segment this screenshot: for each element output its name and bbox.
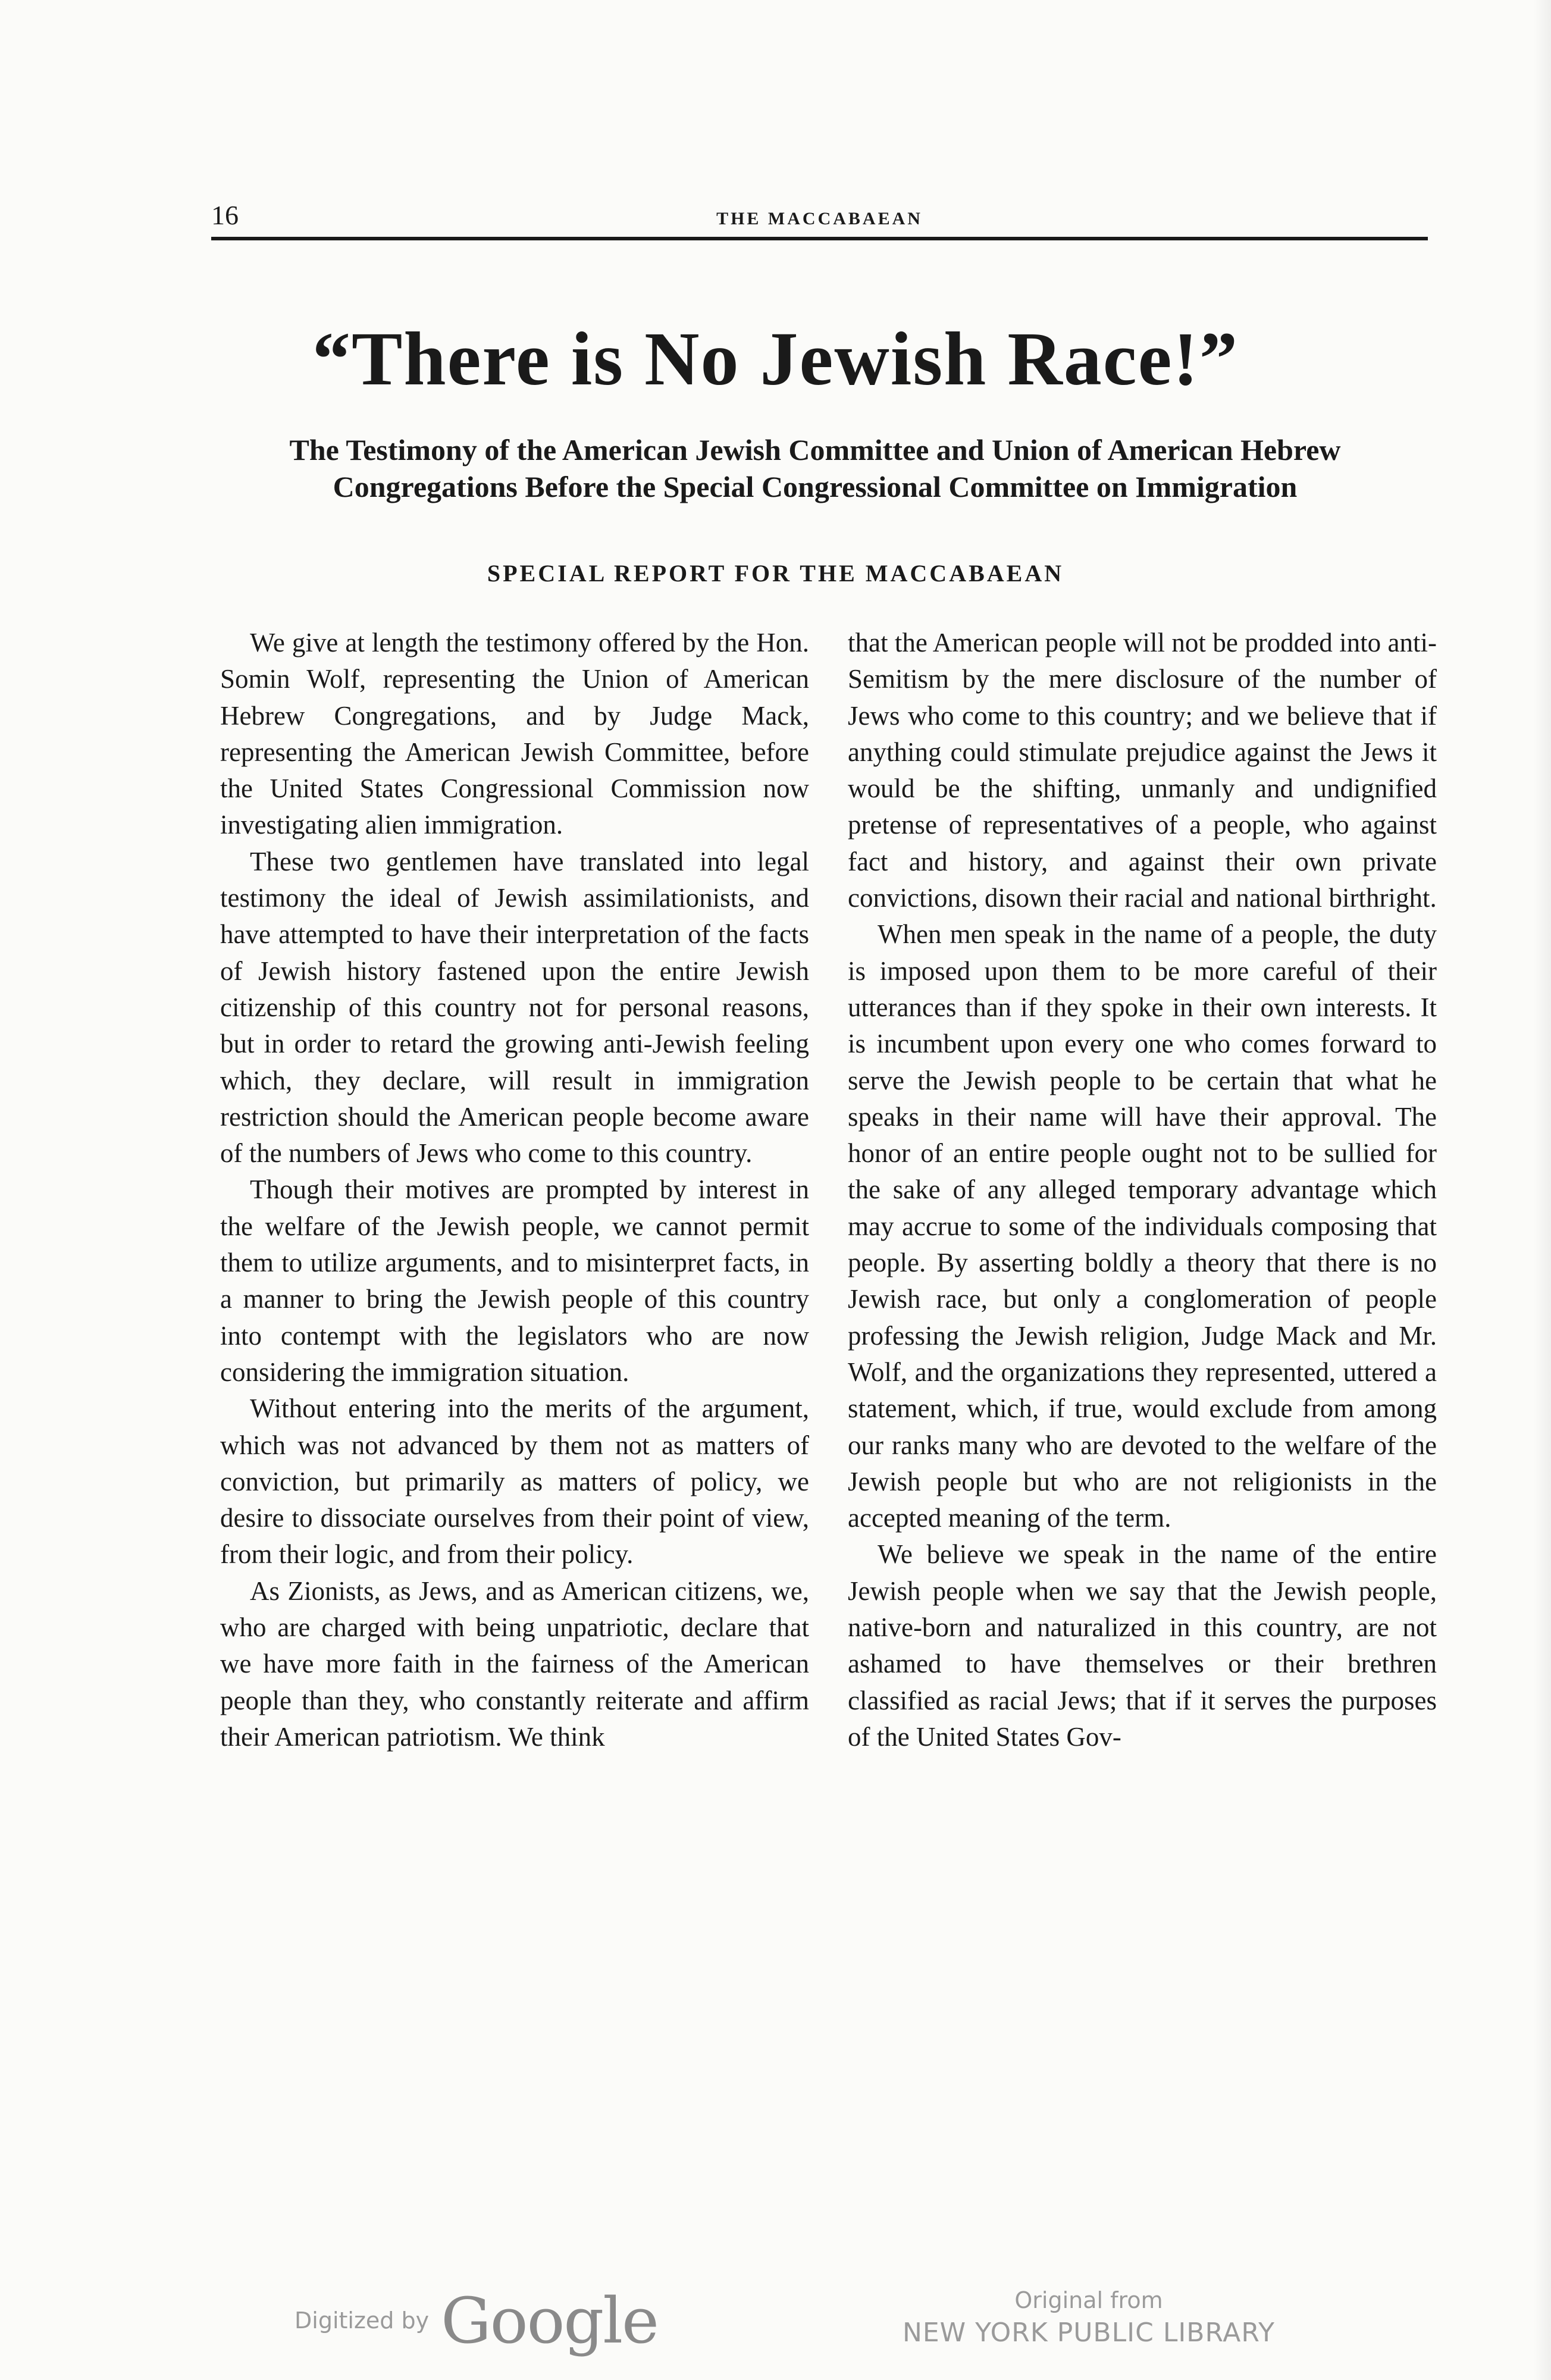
- library-name: NEW YORK PUBLIC LIBRARY: [902, 2318, 1276, 2348]
- report-label: SPECIAL REPORT FOR THE MACCABAEAN: [487, 560, 1064, 587]
- original-from-label: Original from: [1014, 2287, 1163, 2313]
- paragraph: These two gentlemen have translated into legal testimony the ideal of Jewish assimilationists, and have attempted to have their interpretation of the facts of Jewish history fastened upon the entire Jewish citizenship of this country not for personal reasons, but in order to retard the growing anti-Jewish feeling which, they declare, will result in immigration restriction should the American people become aware of the numbers of Jews who come to this country.: [220, 846, 809, 1169]
- page-edge-shadow: [1533, 0, 1551, 2380]
- paragraph: We give at length the testimony offered by the Hon. Somin Wolf, representing the Union of American Hebrew Congregations, and by Judge Mack, representing the American Jewish Committee, before the United States Congressional Commission now investigating alien immigration.: [220, 628, 809, 840]
- page-header: [211, 199, 1428, 241]
- paragraph: Without entering into the merits of the argument, which was not advanced by them not as matters of conviction, but primarily as matters of policy, we desire to dissociate ourselves from their point of view, from their logic, and from their policy.: [220, 1393, 809, 1570]
- google-logo: Google: [441, 2284, 658, 2357]
- running-head: THE MACCABAEAN: [716, 209, 923, 228]
- article-subtitle: The Testimony of the American Jewish Committee and Union of American Hebrew Congregations Before the Special Congressional Committee on Immigration: [289, 433, 1341, 503]
- paragraph: We believe we speak in the name of the entire Jewish people when we say that the Jewish people, native-born and naturalized in this country, are not ashamed to have themselves or their brethren classified as racial Jews; that if it serves the purposes of the United States Gov-: [848, 1539, 1437, 1752]
- page-number: 16: [211, 200, 239, 230]
- digitization-credit: [294, 2284, 658, 2357]
- paragraph: As Zionists, as Jews, and as American citizens, we, who are charged with being unpatriotic, declare that we have more faith in the fairness of the American people than they, who constantly reiterate and affirm their American patriotism. We think: [220, 1576, 809, 1752]
- source-credit: [898, 2285, 1279, 2350]
- article-title: “There is No Jewish Race!”: [312, 317, 1239, 401]
- paragraph: Though their motives are prompted by interest in the welfare of the Jewish people, we cannot permit them to utilize arguments, and to misinterpret facts, in a manner to bring the Jewish people of this country into contempt with the legislators who are now considering the immigration situation.: [220, 1175, 809, 1387]
- paragraph: When men speak in the name of a people, the duty is imposed upon them to be more careful of their utterances than if they spoke in their own interests. It is incumbent upon every one who comes forward to serve the Jewish people to be certain that what he speaks in their name will have their approval. The honor of an entire people ought not to be sullied for the sake of any alleged temporary advantage which may accrue to some of the individuals composing that people. By asserting boldly a theory that there is no Jewish race, but only a conglomeration of people professing the Jewish religion, Judge Mack and Mr. Wolf, and the organizations they represented, uttered a statement, which, if true, would exclude from among our ranks many who are devoted to the welfare of the Jewish people but who are not religionists in the accepted meaning of the term.: [848, 919, 1437, 1533]
- digitized-by-label: Digitized by: [294, 2307, 430, 2334]
- header-rule: [211, 237, 1428, 240]
- right-column: [848, 625, 1437, 1755]
- paragraph: that the American people will not be prodded into anti-Semitism by the mere disclosure of the number of Jews who come to this country; and we believe that if anything could stimulate prejudice against the Jews it would be the shifting, unmanly and undignified pretense of representatives of a people, who against fact and history, and against their own private convictions, disown their racial and national birthright.: [848, 628, 1437, 913]
- left-column: [220, 625, 809, 1755]
